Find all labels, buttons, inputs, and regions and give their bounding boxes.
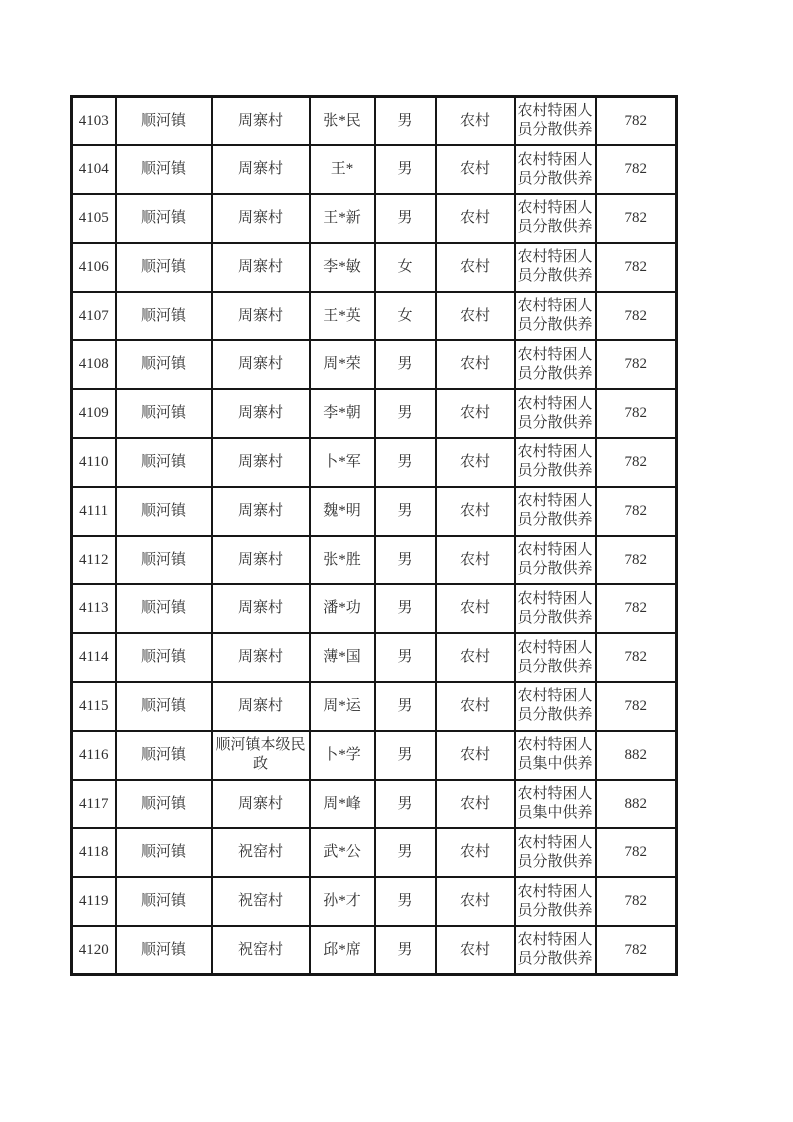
table-row: [72, 194, 677, 243]
cell-area: 农村: [436, 438, 515, 487]
cell-serial: 4104: [72, 145, 116, 194]
cell-town: 顺河镇: [116, 389, 212, 438]
cell-town: 顺河镇: [116, 145, 212, 194]
cell-area: 农村: [436, 97, 515, 146]
cell-gender: 女: [375, 243, 436, 292]
cell-town: 顺河镇: [116, 97, 212, 146]
cell-amount: 782: [596, 536, 677, 585]
table-row: [72, 682, 677, 731]
cell-name: 卜*军: [310, 438, 375, 487]
cell-serial: 4115: [72, 682, 116, 731]
cell-serial: 4114: [72, 633, 116, 682]
cell-village: 周寨村: [212, 536, 310, 585]
table-body: [72, 97, 677, 975]
cell-support-type: 农村特困人员分散供养: [515, 633, 596, 682]
cell-serial: 4118: [72, 828, 116, 877]
cell-town: 顺河镇: [116, 731, 212, 780]
cell-area: 农村: [436, 487, 515, 536]
cell-gender: 女: [375, 292, 436, 341]
cell-village: 周寨村: [212, 780, 310, 829]
cell-area: 农村: [436, 340, 515, 389]
cell-amount: 782: [596, 243, 677, 292]
cell-area: 农村: [436, 536, 515, 585]
cell-name: 卜*学: [310, 731, 375, 780]
cell-gender: 男: [375, 682, 436, 731]
cell-town: 顺河镇: [116, 243, 212, 292]
cell-gender: 男: [375, 389, 436, 438]
table-row: [72, 145, 677, 194]
cell-amount: 782: [596, 145, 677, 194]
cell-gender: 男: [375, 194, 436, 243]
cell-support-type: 农村特困人员分散供养: [515, 584, 596, 633]
cell-support-type: 农村特困人员分散供养: [515, 877, 596, 926]
cell-serial: 4112: [72, 536, 116, 585]
cell-town: 顺河镇: [116, 194, 212, 243]
cell-gender: 男: [375, 584, 436, 633]
cell-name: 王*新: [310, 194, 375, 243]
cell-support-type: 农村特困人员分散供养: [515, 926, 596, 975]
cell-town: 顺河镇: [116, 828, 212, 877]
table-row: [72, 633, 677, 682]
cell-amount: 882: [596, 780, 677, 829]
cell-gender: 男: [375, 340, 436, 389]
cell-amount: 882: [596, 731, 677, 780]
cell-gender: 男: [375, 438, 436, 487]
cell-town: 顺河镇: [116, 438, 212, 487]
cell-town: 顺河镇: [116, 292, 212, 341]
cell-name: 薄*国: [310, 633, 375, 682]
cell-village: 周寨村: [212, 633, 310, 682]
cell-village: 周寨村: [212, 145, 310, 194]
cell-town: 顺河镇: [116, 536, 212, 585]
cell-support-type: 农村特困人员分散供养: [515, 438, 596, 487]
cell-serial: 4119: [72, 877, 116, 926]
cell-amount: 782: [596, 292, 677, 341]
table-row: [72, 731, 677, 780]
cell-town: 顺河镇: [116, 682, 212, 731]
cell-area: 农村: [436, 584, 515, 633]
cell-amount: 782: [596, 926, 677, 975]
cell-name: 孙*才: [310, 877, 375, 926]
cell-name: 张*胜: [310, 536, 375, 585]
cell-amount: 782: [596, 438, 677, 487]
cell-area: 农村: [436, 145, 515, 194]
cell-gender: 男: [375, 97, 436, 146]
cell-amount: 782: [596, 389, 677, 438]
table-row: [72, 780, 677, 829]
welfare-roster-table: [70, 95, 678, 976]
cell-support-type: 农村特困人员分散供养: [515, 536, 596, 585]
cell-serial: 4107: [72, 292, 116, 341]
cell-support-type: 农村特困人员分散供养: [515, 145, 596, 194]
cell-area: 农村: [436, 926, 515, 975]
cell-gender: 男: [375, 828, 436, 877]
cell-gender: 男: [375, 487, 436, 536]
cell-support-type: 农村特困人员分散供养: [515, 487, 596, 536]
cell-village: 周寨村: [212, 194, 310, 243]
cell-area: 农村: [436, 243, 515, 292]
table-row: [72, 340, 677, 389]
cell-name: 武*公: [310, 828, 375, 877]
cell-serial: 4111: [72, 487, 116, 536]
cell-amount: 782: [596, 340, 677, 389]
cell-support-type: 农村特困人员分散供养: [515, 97, 596, 146]
cell-village: 周寨村: [212, 243, 310, 292]
cell-village: 祝窑村: [212, 877, 310, 926]
cell-serial: 4105: [72, 194, 116, 243]
cell-support-type: 农村特困人员集中供养: [515, 780, 596, 829]
cell-gender: 男: [375, 536, 436, 585]
cell-amount: 782: [596, 97, 677, 146]
cell-serial: 4110: [72, 438, 116, 487]
cell-gender: 男: [375, 145, 436, 194]
cell-amount: 782: [596, 194, 677, 243]
cell-gender: 男: [375, 731, 436, 780]
cell-town: 顺河镇: [116, 780, 212, 829]
table-row: [72, 584, 677, 633]
cell-name: 邱*席: [310, 926, 375, 975]
cell-name: 周*运: [310, 682, 375, 731]
cell-gender: 男: [375, 877, 436, 926]
cell-name: 李*敏: [310, 243, 375, 292]
cell-village: 周寨村: [212, 97, 310, 146]
cell-serial: 4109: [72, 389, 116, 438]
cell-support-type: 农村特困人员分散供养: [515, 389, 596, 438]
cell-name: 潘*功: [310, 584, 375, 633]
table-row: [72, 389, 677, 438]
cell-village: 顺河镇本级民政: [212, 731, 310, 780]
cell-amount: 782: [596, 584, 677, 633]
cell-village: 周寨村: [212, 438, 310, 487]
cell-support-type: 农村特困人员分散供养: [515, 243, 596, 292]
cell-serial: 4117: [72, 780, 116, 829]
cell-amount: 782: [596, 487, 677, 536]
table-row: [72, 438, 677, 487]
cell-town: 顺河镇: [116, 877, 212, 926]
cell-area: 农村: [436, 194, 515, 243]
cell-gender: 男: [375, 633, 436, 682]
cell-serial: 4108: [72, 340, 116, 389]
cell-name: 王*: [310, 145, 375, 194]
cell-support-type: 农村特困人员分散供养: [515, 194, 596, 243]
cell-area: 农村: [436, 682, 515, 731]
cell-name: 周*峰: [310, 780, 375, 829]
cell-village: 祝窑村: [212, 828, 310, 877]
cell-area: 农村: [436, 389, 515, 438]
cell-name: 魏*明: [310, 487, 375, 536]
cell-village: 祝窑村: [212, 926, 310, 975]
cell-village: 周寨村: [212, 292, 310, 341]
table-row: [72, 243, 677, 292]
table-row: [72, 828, 677, 877]
cell-area: 农村: [436, 877, 515, 926]
table-row: [72, 536, 677, 585]
cell-support-type: 农村特困人员集中供养: [515, 731, 596, 780]
cell-village: 周寨村: [212, 389, 310, 438]
cell-name: 王*英: [310, 292, 375, 341]
cell-gender: 男: [375, 780, 436, 829]
cell-town: 顺河镇: [116, 340, 212, 389]
cell-support-type: 农村特困人员分散供养: [515, 828, 596, 877]
cell-name: 李*朝: [310, 389, 375, 438]
cell-amount: 782: [596, 877, 677, 926]
cell-amount: 782: [596, 828, 677, 877]
cell-amount: 782: [596, 633, 677, 682]
cell-name: 周*荣: [310, 340, 375, 389]
cell-area: 农村: [436, 633, 515, 682]
cell-town: 顺河镇: [116, 487, 212, 536]
cell-amount: 782: [596, 682, 677, 731]
cell-village: 周寨村: [212, 340, 310, 389]
cell-area: 农村: [436, 731, 515, 780]
cell-support-type: 农村特困人员分散供养: [515, 682, 596, 731]
cell-town: 顺河镇: [116, 584, 212, 633]
cell-support-type: 农村特困人员分散供养: [515, 340, 596, 389]
cell-serial: 4120: [72, 926, 116, 975]
cell-village: 周寨村: [212, 682, 310, 731]
cell-serial: 4113: [72, 584, 116, 633]
cell-village: 周寨村: [212, 487, 310, 536]
cell-area: 农村: [436, 780, 515, 829]
cell-serial: 4116: [72, 731, 116, 780]
table-row: [72, 292, 677, 341]
cell-area: 农村: [436, 292, 515, 341]
cell-serial: 4103: [72, 97, 116, 146]
cell-town: 顺河镇: [116, 633, 212, 682]
cell-name: 张*民: [310, 97, 375, 146]
table-row: [72, 487, 677, 536]
cell-area: 农村: [436, 828, 515, 877]
cell-serial: 4106: [72, 243, 116, 292]
table-row: [72, 97, 677, 146]
cell-village: 周寨村: [212, 584, 310, 633]
table-row: [72, 877, 677, 926]
table-row: [72, 926, 677, 975]
cell-support-type: 农村特困人员分散供养: [515, 292, 596, 341]
cell-gender: 男: [375, 926, 436, 975]
cell-town: 顺河镇: [116, 926, 212, 975]
